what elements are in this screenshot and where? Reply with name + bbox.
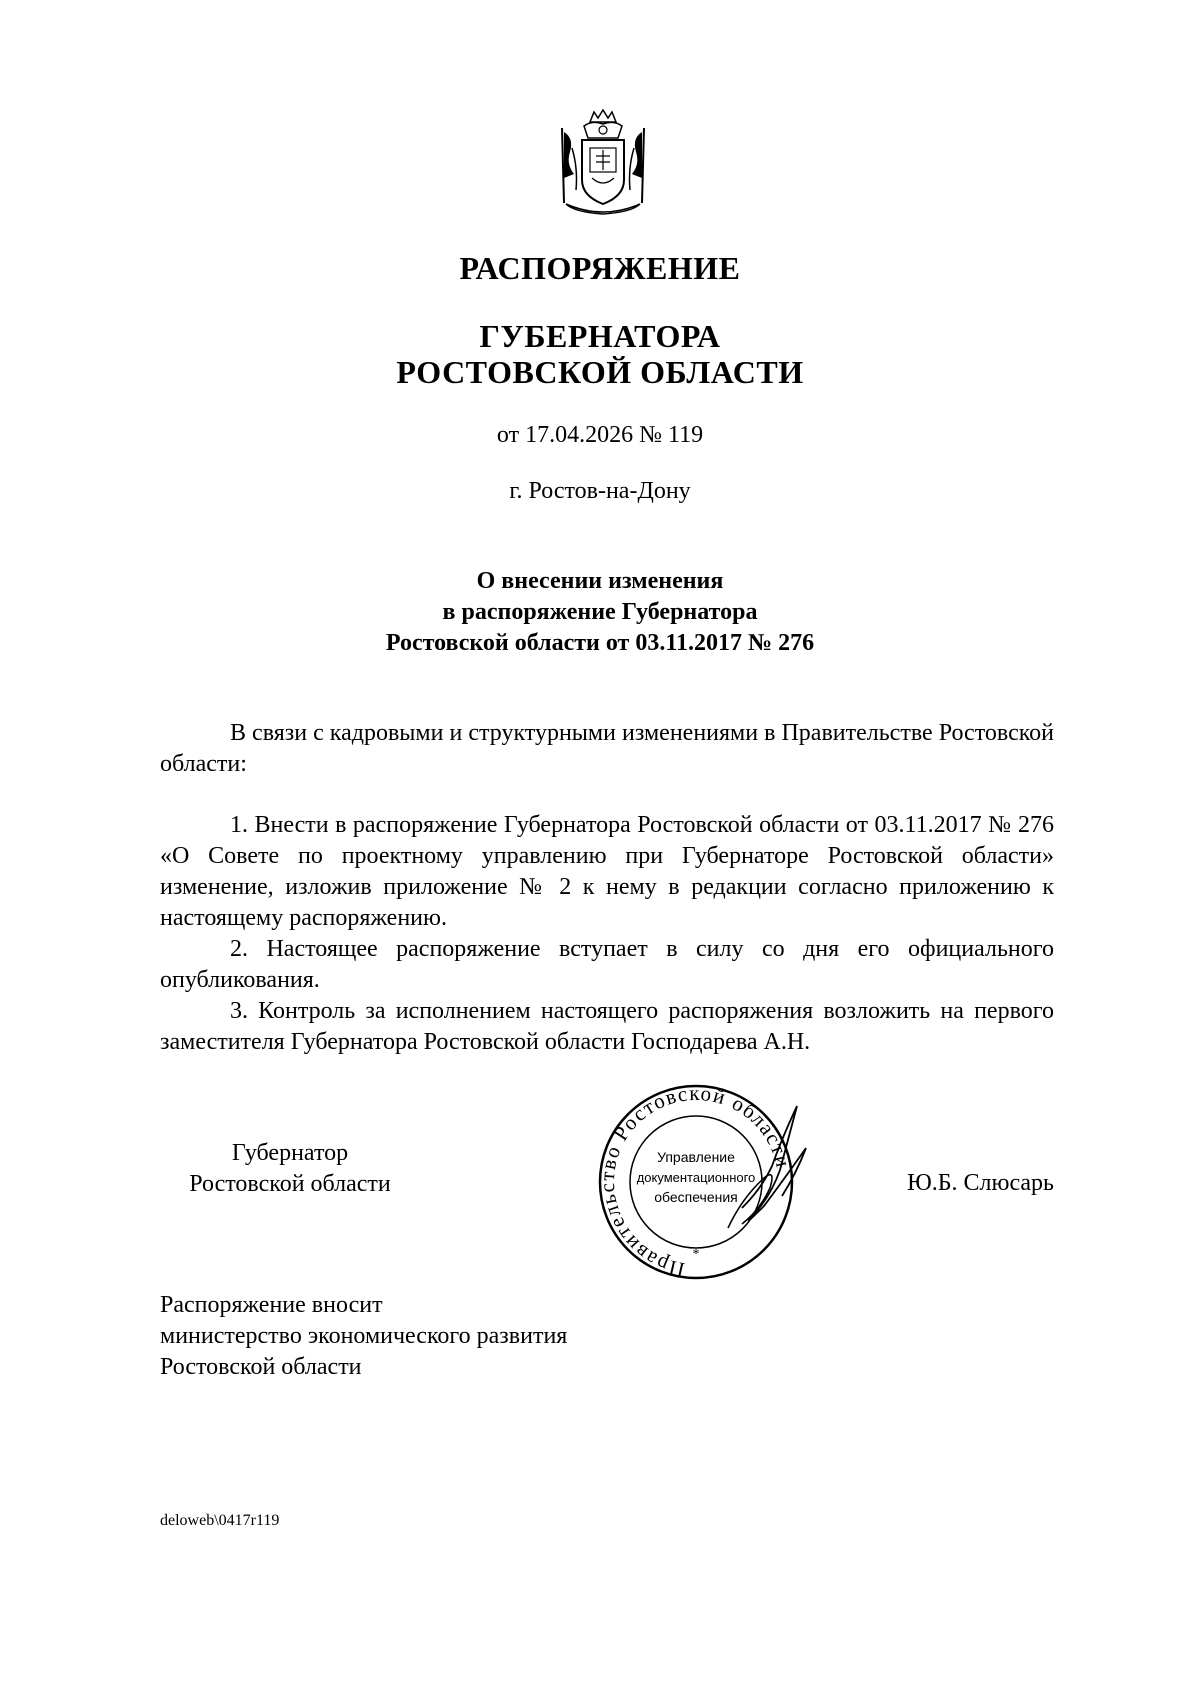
order-item: 1. Внести в распоряжение Губернатора Ростовской области от 03.11.2017 № 276 «О Совете по проектному управлению при Губернаторе Ростовской области» изменение, изложив приложение № 2 к нему в редакции согласно приложению к настоящему распоряжению.	[160, 812, 1054, 931]
stamp-center-line: обеспечения	[654, 1189, 738, 1205]
coat-of-arms-icon	[552, 108, 654, 220]
order-items	[160, 810, 1054, 1058]
stamp-seal-icon	[592, 1078, 812, 1286]
order-item: 2. Настоящее распоряжение вступает в силу со дня его официального опубликования.	[160, 936, 1054, 993]
preamble	[160, 718, 1054, 780]
subject-line: в распоряжение Губернатора	[442, 599, 758, 625]
submitted-by-line: министерство экономического развития	[160, 1323, 568, 1349]
subject-line: О внесении изменения	[476, 568, 724, 594]
signatory-name: Ю.Б. Слюсарь	[907, 1170, 1054, 1196]
submitted-by	[160, 1290, 567, 1383]
official-stamp	[592, 1078, 812, 1286]
position-line: Ростовской области	[189, 1171, 391, 1197]
signatory-position	[160, 1138, 420, 1200]
date-number: от 17.04.2026 № 119	[496, 422, 704, 448]
subject-heading	[0, 566, 1200, 659]
issuer-line-1: ГУБЕРНАТОРА	[479, 318, 721, 354]
coat-of-arms-emblem	[552, 108, 654, 220]
preamble-text: В связи с кадровыми и структурными изменениями в Правительстве Ростовской области:	[160, 720, 1054, 777]
document-title: РАСПОРЯЖЕНИЕ	[459, 250, 741, 286]
issuer-line-2: РОСТОВСКОЙ ОБЛАСТИ	[396, 354, 804, 390]
document-code: deloweb\0417r119	[160, 1512, 280, 1529]
submitted-by-line: Распоряжение вносит	[160, 1292, 383, 1318]
position-line: Губернатор	[231, 1140, 349, 1166]
submitted-by-line: Ростовской области	[160, 1354, 362, 1380]
stamp-center-line: документационного	[636, 1170, 756, 1185]
svg-text:*: *	[692, 1247, 700, 1262]
order-item: 3. Контроль за исполнением настоящего распоряжения возложить на первого заместителя Губернатора Ростовской области Господарева А.Н.	[160, 998, 1054, 1055]
stamp-center-line: Управление	[657, 1149, 735, 1165]
subject-line: Ростовской области от 03.11.2017 № 276	[385, 630, 815, 656]
stamp-ring-text: Правительство Ростовской области	[594, 1080, 796, 1283]
city: г. Ростов-на-Дону	[509, 478, 691, 504]
